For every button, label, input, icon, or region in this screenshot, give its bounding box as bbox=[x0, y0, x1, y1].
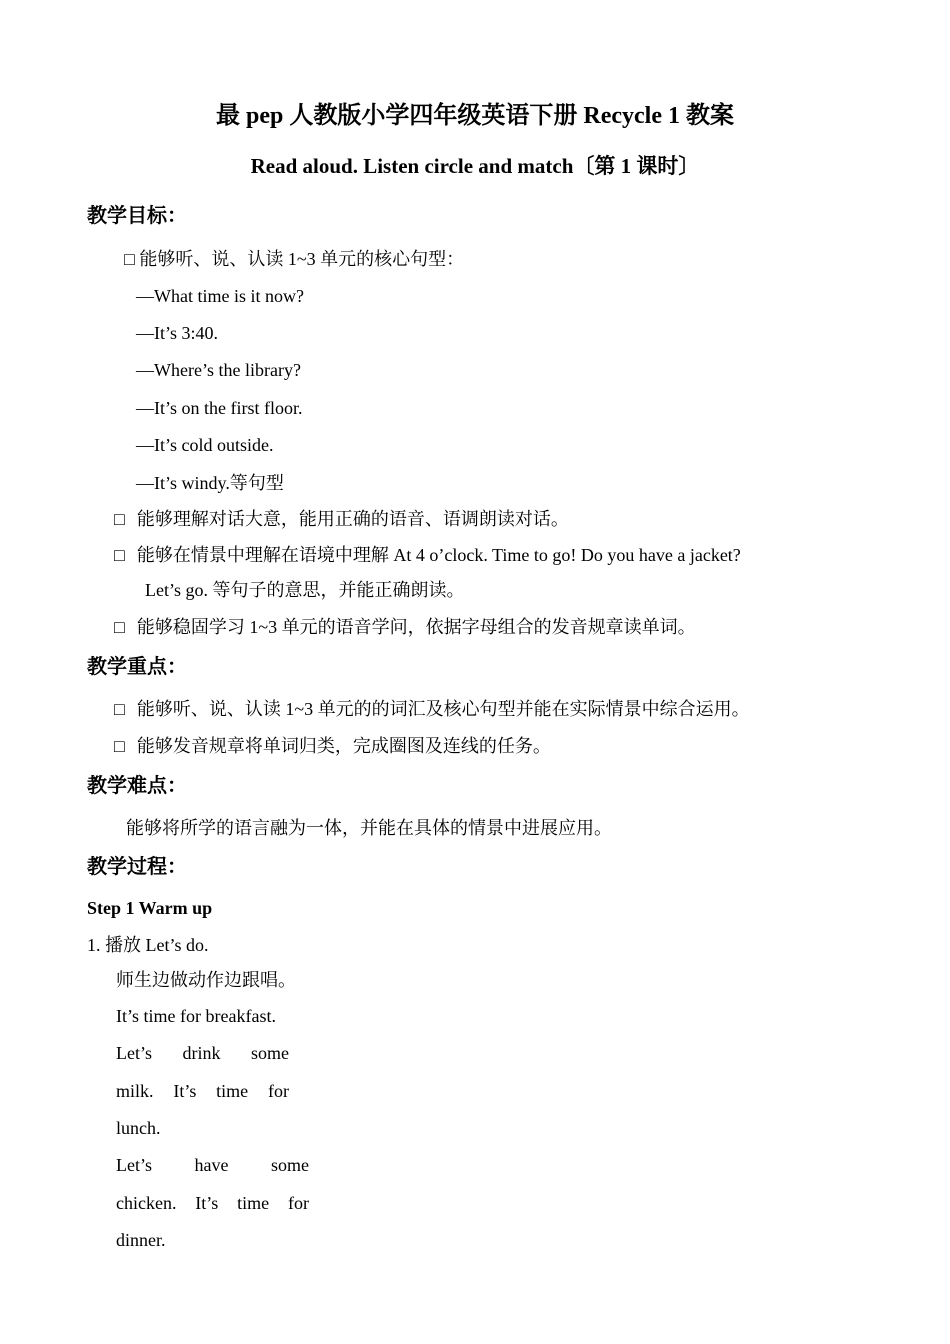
sentence-line: —It’s 3:40. bbox=[136, 323, 219, 343]
key-point-item-1-text: 能够听、说、认读 1~3 单元的的词汇及核心句型并能在实际情景中综合运用。 bbox=[136, 699, 750, 719]
process-line: lunch. bbox=[116, 1118, 161, 1138]
document-title: 最 pep 人教版小学四年级英语下册 Recycle 1 教案 bbox=[216, 103, 734, 129]
sentence-line: —Where’s the library? bbox=[136, 360, 301, 380]
sentence-line: —What time is it now? bbox=[136, 286, 304, 306]
objective-item-3-text: 能够在情景中理解在语境中理解 At 4 o’clock. Time to go! Do you have a jacket? bbox=[136, 545, 741, 565]
word: chicken. bbox=[116, 1193, 177, 1213]
checkbox-icon: □ bbox=[114, 617, 125, 637]
sentence-line: —It’s cold outside. bbox=[136, 435, 274, 455]
word: It’s bbox=[173, 1081, 197, 1101]
process-justified-line bbox=[116, 1194, 309, 1212]
process-justified-line bbox=[116, 1044, 289, 1062]
word: Let’s bbox=[116, 1043, 152, 1063]
objective-item-2-text: 能够理解对话大意，能用正确的语音、语调朗读对话。 bbox=[136, 509, 569, 529]
objective-item-2 bbox=[114, 510, 569, 528]
word: for bbox=[267, 1081, 289, 1101]
word: time bbox=[216, 1081, 249, 1101]
difficulties-text: 能够将所学的语言融为一体，并能在具体的情景中进展应用。 bbox=[126, 818, 612, 838]
difficulties-heading: 教学难点： bbox=[87, 775, 187, 797]
process-line: dinner. bbox=[116, 1230, 166, 1250]
key-point-item-1 bbox=[114, 700, 750, 718]
process-justified-line bbox=[116, 1156, 309, 1174]
word: time bbox=[237, 1193, 270, 1213]
step-1-title: Step 1 Warm up bbox=[87, 898, 213, 918]
key-point-item-2 bbox=[114, 737, 551, 755]
objective-item-3-continued: Let’s go. 等句子的意思，并能正确朗读。 bbox=[145, 580, 465, 600]
word: have bbox=[194, 1155, 229, 1175]
objectives-heading: 教学目标： bbox=[87, 205, 187, 227]
checkbox-icon: □ bbox=[114, 509, 125, 529]
word: for bbox=[287, 1193, 309, 1213]
sentence-line: —It’s windy.等句型 bbox=[136, 473, 284, 493]
word: drink bbox=[182, 1043, 221, 1063]
checkbox-icon: □ bbox=[114, 545, 125, 565]
objective-item-4-text: 能够稳固学习 1~3 单元的语音学问，依据字母组合的发音规章读单词。 bbox=[136, 617, 696, 637]
process-heading: 教学过程： bbox=[87, 856, 187, 878]
process-item-1: 1. 播放 Let’s do. bbox=[87, 935, 209, 955]
word: It’s bbox=[195, 1193, 219, 1213]
word: milk. bbox=[116, 1081, 154, 1101]
process-line: It’s time for breakfast. bbox=[116, 1006, 276, 1026]
key-point-item-2-text: 能够发音规章将单词归类，完成圈图及连线的任务。 bbox=[136, 736, 551, 756]
checkbox-icon: □ bbox=[114, 699, 125, 719]
document-subtitle: Read aloud. Listen circle and match〔第 1 课时〕 bbox=[250, 154, 700, 178]
process-line: 师生边做动作边跟唱。 bbox=[116, 970, 296, 990]
objective-item-3 bbox=[114, 546, 741, 564]
word: some bbox=[251, 1043, 289, 1063]
process-justified-line bbox=[116, 1082, 289, 1100]
word: some bbox=[270, 1155, 309, 1175]
objective-item-1: □ 能够听、说、认读 1~3 单元的核心句型： bbox=[124, 249, 465, 269]
checkbox-icon: □ bbox=[114, 736, 125, 756]
objective-item-4 bbox=[114, 618, 696, 636]
sentence-line: —It’s on the first floor. bbox=[136, 398, 303, 418]
word: Let’s bbox=[116, 1155, 152, 1175]
key-points-heading: 教学重点： bbox=[87, 656, 187, 678]
